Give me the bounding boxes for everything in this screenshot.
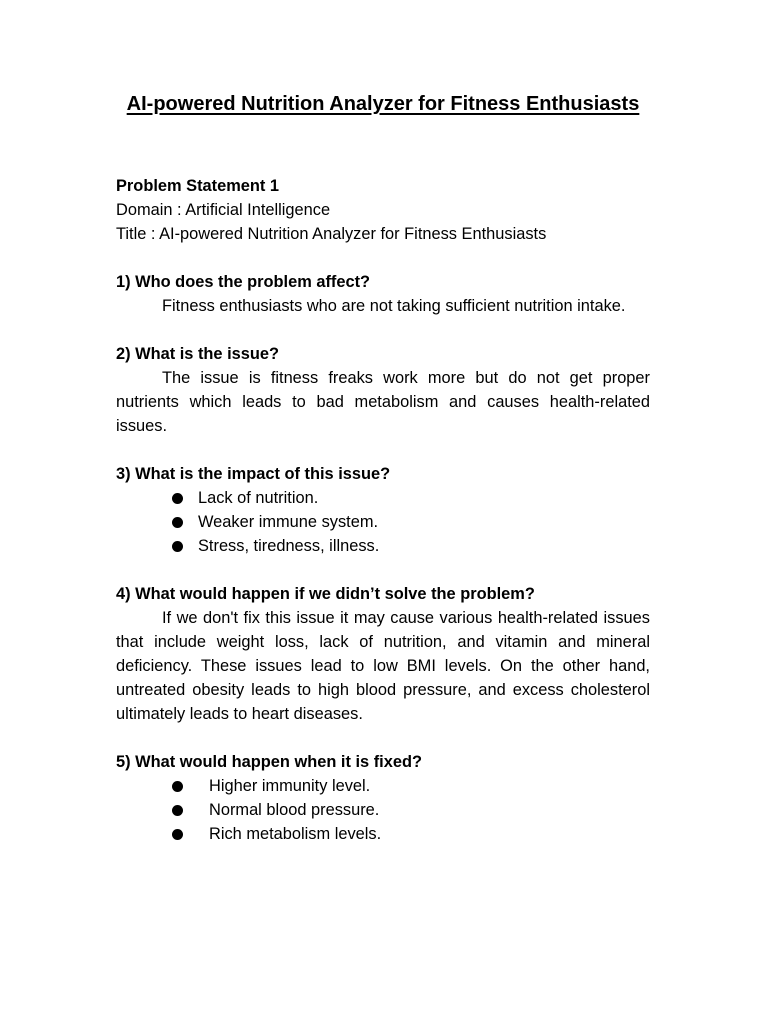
section-heading: 4) What would happen if we didn’t solve the problem?	[116, 585, 535, 603]
section-impact	[116, 462, 650, 558]
list-item	[116, 798, 650, 822]
section-paragraph: Fitness enthusiasts who are not taking sufficient nutrition intake.	[162, 297, 626, 315]
fixed-bullet-list	[116, 774, 650, 846]
section-heading: 3) What is the impact of this issue?	[116, 465, 391, 483]
bullet-icon	[172, 493, 183, 504]
list-item-text: Weaker immune system.	[198, 513, 379, 531]
bullet-icon	[172, 829, 183, 840]
bullet-icon	[172, 541, 183, 552]
bullet-icon	[172, 517, 183, 528]
list-item-text: Stress, tiredness, illness.	[198, 537, 380, 555]
section-when-fixed	[116, 750, 650, 846]
list-item-text: Normal blood pressure.	[209, 801, 380, 819]
problem-statement-label: Problem Statement 1	[116, 177, 280, 195]
impact-bullet-list	[116, 486, 650, 558]
list-item	[116, 534, 650, 558]
domain-line: Domain : Artificial Intelligence	[116, 201, 331, 219]
list-item	[116, 486, 650, 510]
section-paragraph: The issue is fitness freaks work more but do not get proper nutrients which leads to bad metabolism and causes health-related issues.	[116, 369, 650, 435]
bullet-icon	[172, 805, 183, 816]
section-heading: 5) What would happen when it is fixed?	[116, 753, 422, 771]
section-heading: 2) What is the issue?	[116, 345, 280, 363]
document-body	[116, 174, 650, 846]
bullet-icon	[172, 781, 183, 792]
list-item	[116, 510, 650, 534]
list-item	[116, 774, 650, 798]
section-heading: 1) Who does the problem affect?	[116, 273, 371, 291]
list-item-text: Rich metabolism levels.	[209, 825, 382, 843]
list-item	[116, 822, 650, 846]
document-title: AI-powered Nutrition Analyzer for Fitness Enthusiasts	[126, 93, 640, 115]
section-who-affected	[116, 270, 650, 318]
section-if-unsolved	[116, 582, 650, 726]
list-item-text: Higher immunity level.	[209, 777, 371, 795]
list-item-text: Lack of nutrition.	[198, 489, 319, 507]
section-paragraph: If we don't fix this issue it may cause various health-related issues that include weight loss, lack of nutrition, and vitamin and mineral deficiency. These issues lead to low BMI levels. On the other hand, untreated obesity leads to high blood pressure, and excess cholesterol ultimately leads to heart diseases.	[116, 609, 650, 723]
title-line: Title : AI-powered Nutrition Analyzer for Fitness Enthusiasts	[116, 225, 547, 243]
section-what-issue	[116, 342, 650, 438]
